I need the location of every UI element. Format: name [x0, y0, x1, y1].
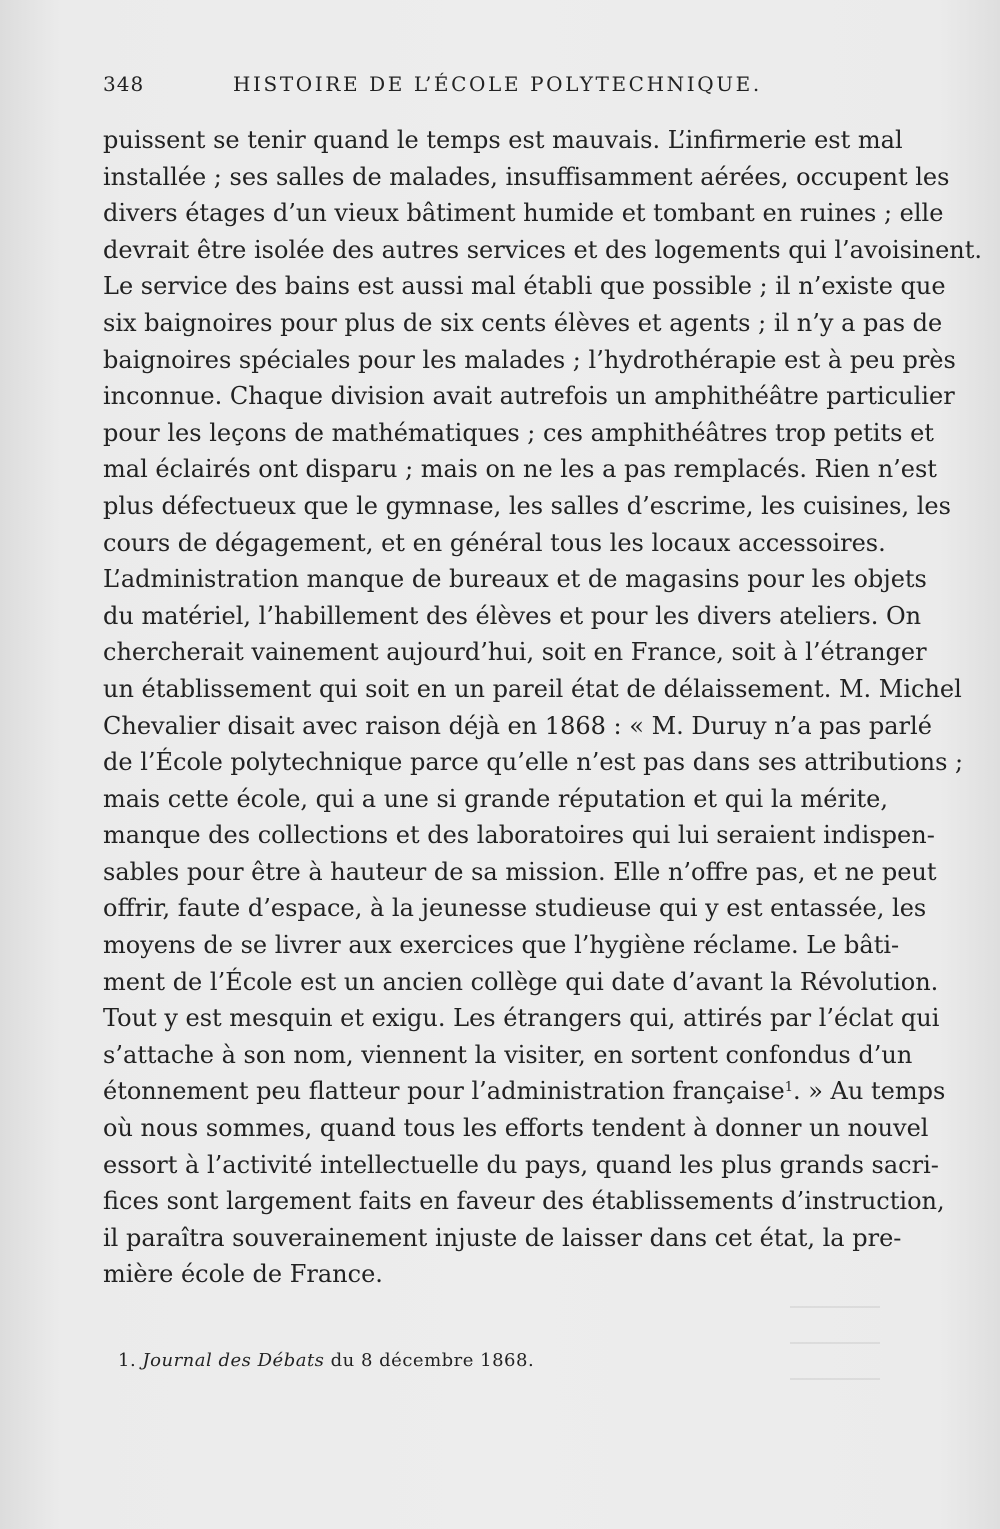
text-line: pour les leçons de mathématiques ; ces amphithéâtres trop petits et	[103, 418, 934, 447]
text-line: Le service des bains est aussi mal établi que possible ; il n’existe que	[103, 272, 946, 301]
text-line: manque des collections et des laboratoires qui lui seraient indispen-	[103, 821, 935, 850]
page-header	[103, 72, 883, 104]
text-line: six baignoires pour plus de six cents élèves et agents ; il n’y a pas de	[103, 308, 943, 337]
text-line: du matériel, l’habillement des élèves et pour les divers ateliers. On	[103, 601, 922, 630]
text-line: Tout y est mesquin et exigu. Les étrangers qui, attirés par l’éclat qui	[103, 1004, 940, 1033]
text-line	[103, 1073, 946, 1110]
text-line: ment de l’École est un ancien collège qui date d’avant la Révolution.	[103, 967, 939, 996]
text-line: où nous sommes, quand tous les efforts tendent à donner un nouvel	[103, 1114, 929, 1143]
text-line: il paraîtra souverainement injuste de laisser dans cet état, la pre-	[103, 1223, 902, 1252]
page-number: 348	[103, 72, 145, 96]
text-line: fices sont largement faits en faveur des établissements d’instruction,	[103, 1187, 945, 1216]
text-line-segment: étonnement peu flatteur pour l’administration française	[103, 1077, 785, 1106]
body-text	[103, 122, 983, 1293]
text-line: divers étages d’un vieux bâtiment humide et tombant en ruines ; elle	[103, 199, 944, 228]
text-line: baignoires spéciales pour les malades ; l’hydrothérapie est à peu près	[103, 345, 956, 374]
text-line: installée ; ses salles de malades, insuffisamment aérées, occupent les	[103, 162, 950, 191]
show-through-shadow	[790, 1280, 880, 1380]
text-line: inconnue. Chaque division avait autrefois un amphithéâtre particulier	[103, 382, 955, 411]
text-line: mal éclairés ont disparu ; mais on ne les a pas remplacés. Rien n’est	[103, 455, 937, 484]
footnote-text: du 8 décembre 1868.	[324, 1350, 535, 1371]
running-title: HISTOIRE DE L’ÉCOLE POLYTECHNIQUE.	[233, 72, 762, 96]
text-line: de l’École polytechnique parce qu’elle n’est pas dans ses attributions ;	[103, 748, 964, 777]
text-line: mière école de France.	[103, 1260, 383, 1289]
text-line: L’administration manque de bureaux et de magasins pour les objets	[103, 565, 927, 594]
footnote-number: 1.	[118, 1350, 137, 1371]
text-line: un établissement qui soit en un pareil état de délaissement. M. Michel	[103, 674, 962, 703]
text-line: puissent se tenir quand le temps est mauvais. L’infirmerie est mal	[103, 126, 903, 154]
text-line: plus défectueux que le gymnase, les salles d’escrime, les cuisines, les	[103, 491, 951, 520]
text-line: mais cette école, qui a une si grande réputation et qui la mérite,	[103, 784, 889, 813]
text-line: cours de dégagement, et en général tous les locaux accessoires.	[103, 528, 886, 557]
text-line: moyens de se livrer aux exercices que l’hygiène réclame. Le bâti-	[103, 931, 900, 960]
text-line: essort à l’activité intellectuelle du pays, quand les plus grands sacri-	[103, 1150, 939, 1179]
text-line: devrait être isolée des autres services et des logements qui l’avoisinent.	[103, 235, 983, 264]
footnote-title: Journal des Débats	[142, 1350, 325, 1371]
text-line: s’attache à son nom, viennent la visiter, en sortent confondus d’un	[103, 1040, 913, 1069]
footnote-reference[interactable]: 1	[784, 1080, 793, 1096]
text-line: offrir, faute d’espace, à la jeunesse studieuse qui y est entassée, les	[103, 894, 927, 923]
text-line: chercherait vainement aujourd’hui, soit en France, soit à l’étranger	[103, 638, 927, 667]
text-line-segment: . » Au temps	[792, 1077, 946, 1106]
text-line: Chevalier disait avec raison déjà en 1868 : « M. Duruy n’a pas parlé	[103, 711, 932, 740]
text-line: sables pour être à hauteur de sa mission. Elle n’offre pas, et ne peut	[103, 857, 937, 886]
footnote	[118, 1350, 534, 1371]
